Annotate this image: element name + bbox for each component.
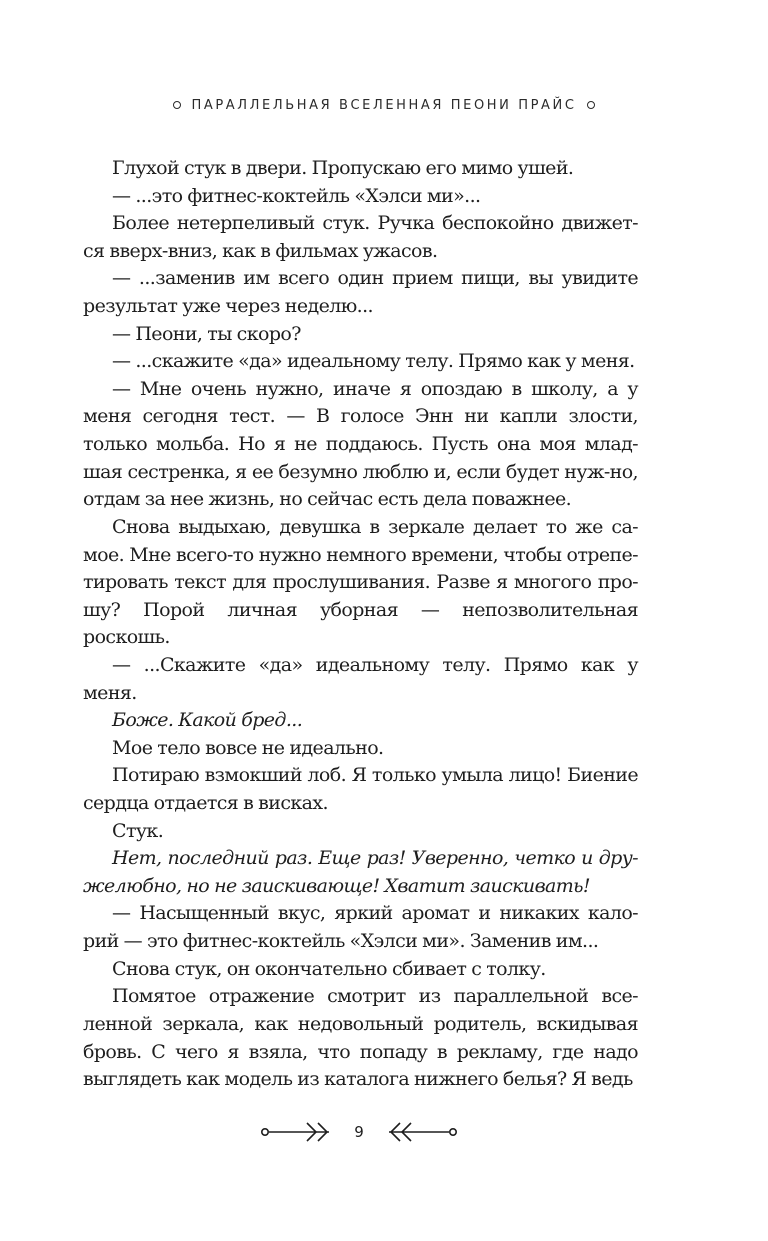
left-arrow-ornament-icon xyxy=(258,1120,332,1144)
paragraph: Боже. Какой бред... xyxy=(112,709,303,732)
body-text xyxy=(83,155,638,1094)
paragraph: Глухой стук в двери. Пропускаю его мимо ушей. xyxy=(112,157,574,179)
right-arrow-ornament-icon xyxy=(386,1120,460,1144)
running-title: ПАРАЛЛЕЛЬНАЯ ВСЕЛЕННАЯ ПЕОНИ ПРАЙС xyxy=(191,98,577,113)
paragraph: Помятое отражение смотрит из параллельной все-ленной зеркала, как недовольный родитель, вскидывая бровь. С чего я взяла, что попаду в рекламу, где надо выглядеть как модель из каталога нижнего белья? Я ведь xyxy=(83,985,638,1091)
paragraph: Снова стук, он окончательно сбивает с толку. xyxy=(112,957,546,980)
paragraph: — Пеони, ты скоро? xyxy=(112,322,301,345)
page-number: 9 xyxy=(354,1123,364,1141)
paragraph: — Мне очень нужно, иначе я опоздаю в школу, а у меня сегодня тест. — В голосе Энн ни капли злости, только мольба. Но я не поддаюсь. Пусть она моя млад-шая сестренка, я ее безумно люблю и, если будет нуж-но, отдам за нее жизнь, но сейчас есть дела поважнее. xyxy=(83,377,638,511)
paragraph: — ...скажите «да» идеальному телу. Прямо как у меня. xyxy=(112,350,635,373)
page-footer xyxy=(0,1120,768,1144)
ornament-circle-icon xyxy=(587,101,595,109)
paragraph: Нет, последний раз. Еще раз! Уверенно, четко и дру-желюбно, но не заискивающе! Хватит заискивать! xyxy=(83,847,638,897)
ornament-circle-icon xyxy=(173,101,181,109)
paragraph: — ...это фитнес-коктейль «Хэлси ми»... xyxy=(112,184,481,207)
paragraph: — ...заменив им всего один прием пищи, вы увидите результат уже через неделю... xyxy=(83,267,638,318)
paragraph: — ...Скажите «да» идеальному телу. Прямо как у меня. xyxy=(83,653,638,704)
paragraph: Более нетерпеливый стук. Ручка беспокойно движет-ся вверх-вниз, как в фильмах ужасов. xyxy=(83,212,638,262)
paragraph: Снова выдыхаю, девушка в зеркале делает то же са-мое. Мне всего-то нужно немного времени, чтобы отрепе-тировать текст для прослушивания. Разве я многого про-шу? Порой личная уборная — непозволительная роскошь. xyxy=(83,515,638,649)
paragraph: Стук. xyxy=(112,819,164,842)
paragraph: Потираю взмокший лоб. Я только умыла лицо! Биение сердца отдается в висках. xyxy=(83,764,638,815)
paragraph: — Насыщенный вкус, яркий аромат и никаких кало-рий — это фитнес-коктейль «Хэлси ми». Заменив им... xyxy=(83,902,638,953)
paragraph: Мое тело вовсе не идеально. xyxy=(112,736,384,759)
running-header xyxy=(0,96,768,116)
